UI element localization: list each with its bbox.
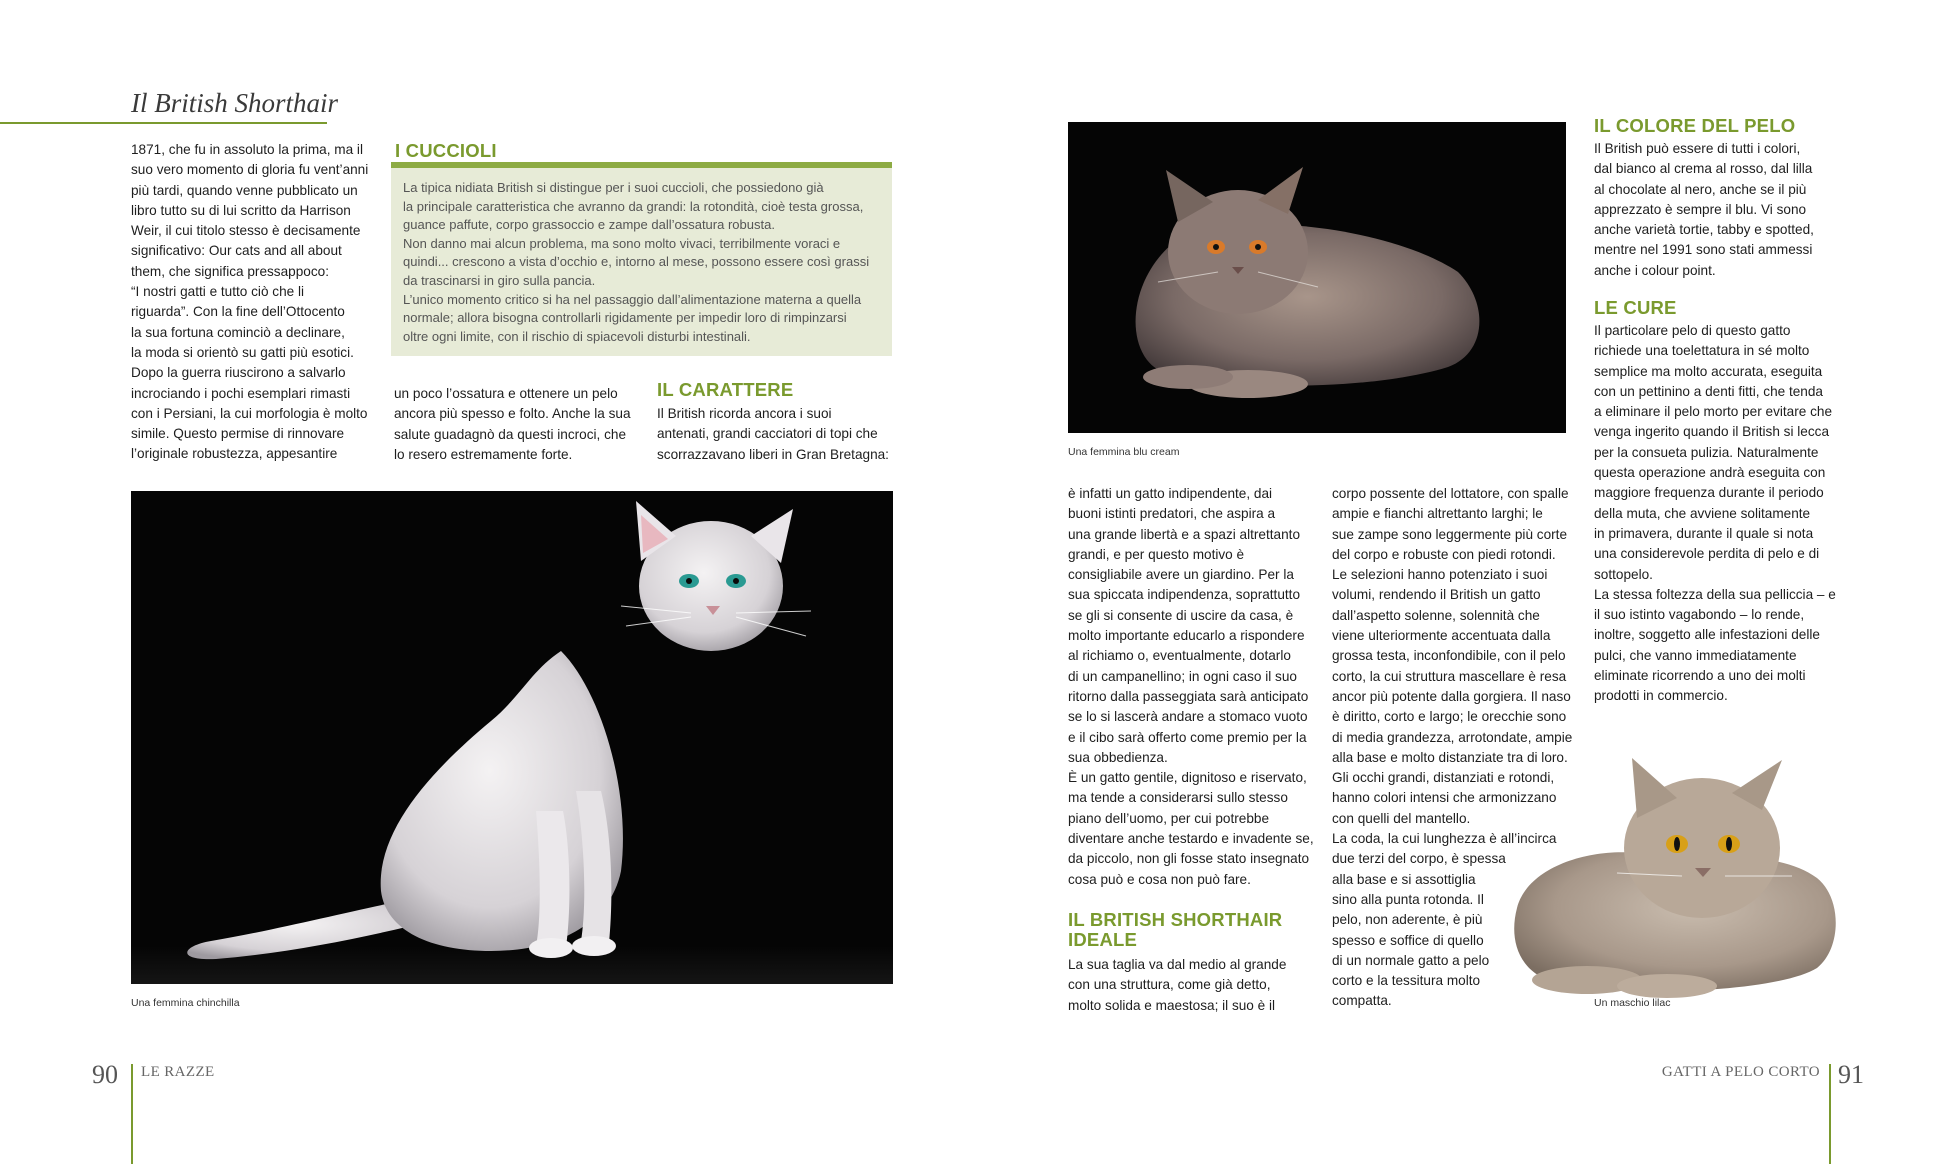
- box-line: L’unico momento critico si ha nel passaggio dall’alimentazione materna a quella: [403, 291, 862, 307]
- cure-heading: LE CURE: [1594, 297, 1677, 318]
- text-line: se gli si consente di uscire da casa, è: [1068, 607, 1294, 623]
- box-line: guance paffute, corpo grassoccio e zampe dall’ossatura robusta.: [403, 217, 775, 233]
- chinchilla-photo: [131, 491, 893, 984]
- text-line: la moda si orientò su gatti più esotici.: [131, 344, 354, 360]
- text-line: molto solida e maestosa; il suo è il: [1068, 997, 1276, 1013]
- text-line: dal bianco al crema al rosso, dal lilla: [1594, 161, 1813, 177]
- text-line: un poco l’ossatura e ottenere un pelo: [394, 386, 618, 401]
- text-line: suo vero momento di gloria fu vent’anni: [131, 162, 369, 178]
- text-line: dall’aspetto solenne, solennità che: [1332, 607, 1540, 623]
- left-column-1: [131, 140, 376, 465]
- text-line: La coda, la cui lunghezza è all’incirca: [1332, 831, 1557, 847]
- box-line: da trascinarsi in giro sulla pancia.: [403, 272, 596, 288]
- text-line: sue zampe sono leggermente più corte: [1332, 526, 1568, 542]
- text-line: lo resero estremamente forte.: [394, 446, 573, 462]
- text-line: Il British ricorda ancora i suoi: [657, 406, 832, 421]
- text-line: scorrazzavano liberi in Gran Bretagna:: [657, 446, 889, 462]
- text-line: corto e la tessitura molto: [1332, 973, 1481, 989]
- text-line: ma tende a considerarsi sullo stesso: [1068, 790, 1288, 806]
- carattere-text: [657, 404, 907, 465]
- text-line: La stessa foltezza della sua pelliccia – e: [1594, 586, 1836, 602]
- text-line: la sua fortuna cominciò a declinare,: [131, 324, 345, 340]
- title-rule: [0, 122, 327, 124]
- text-line: anche varietà tortie, tabby e spotted,: [1594, 222, 1814, 238]
- text-line: più tardi, quando venne pubblicato un: [131, 182, 358, 198]
- text-line: compatta.: [1332, 993, 1392, 1009]
- text-line: se lo si lascerà andare a stomaco vuoto: [1068, 709, 1308, 725]
- text-line: grandi, e per questo motivo è: [1068, 546, 1245, 562]
- text-line: diventare anche testardo e invadente se,: [1068, 831, 1314, 847]
- right-section-label: GATTI A PELO CORTO: [1661, 1064, 1820, 1080]
- text-line: a eliminare il pelo morto per evitare che: [1594, 404, 1833, 420]
- text-line: apprezzato è sempre il blu. Vi sono: [1594, 201, 1807, 217]
- box-line: quindi... crescono a vista d’occhio e, intorno al mese, possono essere così grassi: [403, 254, 870, 270]
- text-line: sottopelo.: [1594, 566, 1653, 582]
- text-line: prodotti in commercio.: [1594, 688, 1728, 704]
- text-line: alla base e molto distanziate tra di loro.: [1332, 749, 1568, 765]
- running-title: Il British Shorthair: [131, 88, 339, 118]
- text-line: ampie e fianchi altrettanto larghi; le: [1332, 506, 1543, 522]
- colore-text: [1594, 139, 1844, 281]
- right-page-number: 91: [1838, 1060, 1864, 1089]
- text-line: riguarda”. Con la fine dell’Ottocento: [131, 304, 345, 320]
- blue-cream-caption: Una femmina blu cream: [1068, 446, 1180, 458]
- text-line: hanno colori intensi che armonizzano: [1332, 790, 1557, 806]
- box-line: Non danno mai alcun problema, ma sono molto vivaci, terribilmente voraci e: [403, 235, 841, 251]
- text-line: salute guadagnò da questi incroci, che: [394, 426, 627, 442]
- text-line: grossa testa, inconfondibile, con il pelo: [1332, 648, 1566, 664]
- text-line: l’originale robustezza, appesantire: [131, 446, 338, 462]
- text-line: Le selezioni hanno potenziato i suoi: [1332, 567, 1548, 583]
- ideale-heading-line-2: IDEALE: [1068, 929, 1138, 950]
- text-line: il suo istinto vagabondo – lo rende,: [1594, 607, 1805, 623]
- text-line: è diritto, corto e largo; le orecchie sono: [1332, 709, 1567, 725]
- text-line: spesso e soffice di quello: [1332, 932, 1484, 948]
- text-line: al chocolate al nero, anche se il più: [1594, 181, 1807, 197]
- ideale-text: [1068, 955, 1318, 1016]
- text-line: da piccolo, non gli fosse stato insegnato: [1068, 851, 1310, 867]
- text-line: del corpo e robuste con piedi rotondi.: [1332, 546, 1556, 562]
- text-line: della muta, che avviene solitamente: [1594, 505, 1811, 521]
- cure-text: [1594, 321, 1844, 707]
- text-line: venga ingerito quando il British si lecca: [1594, 424, 1830, 440]
- text-line: Dopo la guerra riuscirono a salvarlo: [131, 365, 346, 381]
- text-line: 1871, che fu in assoluto la prima, ma il: [131, 142, 363, 157]
- text-line: “I nostri gatti e tutto ciò che li: [131, 284, 305, 300]
- text-line: incrociando i pochi esemplari rimasti: [131, 385, 351, 401]
- text-line: inoltre, soggetto alle infestazioni delle: [1594, 627, 1820, 643]
- text-line: ancora più spesso e folto. Anche la sua: [394, 406, 631, 422]
- text-line: di media grandezza, arrotondate, ampie: [1332, 729, 1573, 745]
- text-line: ritorno dalla passeggiata sarà anticipato: [1068, 688, 1309, 704]
- left-column-2: [394, 384, 644, 465]
- text-line: buoni istinti predatori, che aspira a: [1068, 506, 1276, 522]
- box-line: normale; allora bisogna controllarli rigidamente per impedir loro di rimpinzarsi: [403, 310, 847, 326]
- right-column-1: [1068, 484, 1318, 890]
- left-footer-rule: [131, 1064, 133, 1164]
- text-line: libro tutto su di lui scritto da Harrison: [131, 202, 351, 218]
- text-line: due terzi del corpo, è spessa: [1332, 851, 1506, 867]
- text-line: them, che significa pressappoco:: [131, 263, 329, 279]
- text-line: corpo possente del lottatore, con spalle: [1332, 486, 1569, 501]
- text-line: al richiamo o, eventualmente, dotarlo: [1068, 648, 1291, 664]
- text-line: volumi, rendendo il British un gatto: [1332, 587, 1541, 603]
- text-line: eliminate ricorrendo a uno dei molti: [1594, 668, 1806, 684]
- text-line: è infatti un gatto indipendente, dai: [1068, 486, 1273, 501]
- text-line: significativo: Our cats and all about: [131, 243, 342, 259]
- text-line: sino alla punta rotonda. Il: [1332, 891, 1484, 907]
- text-line: Il British può essere di tutti i colori,: [1594, 141, 1801, 156]
- text-line: sua obbedienza.: [1068, 749, 1168, 765]
- text-line: per la consueta pulizia. Naturalmente: [1594, 444, 1819, 460]
- text-line: ancor più potente dalla gorgiera. Il naso: [1332, 688, 1571, 704]
- left-section-label: LE RAZZE: [141, 1064, 215, 1080]
- text-line: richiede una toelettatura in sé molto: [1594, 343, 1810, 359]
- text-line: Weir, il cui titolo stesso è decisamente: [131, 223, 361, 239]
- text-line: simile. Questo permise di rinnovare: [131, 426, 345, 442]
- text-line: Gli occhi grandi, distanziati e rotondi,: [1332, 770, 1555, 786]
- right-footer-rule: [1829, 1064, 1831, 1164]
- text-line: con quelli del mantello.: [1332, 810, 1471, 826]
- text-line: sua spiccata indipendenza, soprattutto: [1068, 587, 1301, 603]
- text-line: La sua taglia va dal medio al grande: [1068, 957, 1287, 972]
- text-line: semplice ma molto accurata, eseguita: [1594, 363, 1823, 379]
- text-line: con un pettinino a denti fitti, che tenda: [1594, 383, 1823, 399]
- text-line: una grande libertà e a spazi altrettanto: [1068, 526, 1301, 542]
- box-line: La tipica nidiata British si distingue per i suoi cuccioli, che possiedono già: [403, 180, 824, 195]
- carattere-heading: IL CARATTERE: [657, 379, 794, 400]
- blue-cream-photo: [1068, 122, 1566, 433]
- ideale-heading-line-1: IL BRITISH SHORTHAIR: [1068, 909, 1283, 930]
- text-line: anche i colour point.: [1594, 262, 1716, 278]
- colore-heading: IL COLORE DEL PELO: [1594, 115, 1796, 136]
- text-line: Il particolare pelo di questo gatto: [1594, 323, 1791, 338]
- text-line: alla base e si assottiglia: [1332, 871, 1476, 887]
- text-line: corto, la cui struttura mascellare è resa: [1332, 668, 1567, 684]
- text-line: in primavera, durante il quale si nota: [1594, 525, 1814, 541]
- text-line: di un campanellino; in ogni caso il suo: [1068, 668, 1297, 684]
- left-page-number: 90: [92, 1060, 118, 1089]
- cuccioli-heading: I CUCCIOLI: [395, 140, 497, 161]
- text-line: pulci, che vanno immediatamente: [1594, 647, 1797, 663]
- text-line: con una struttura, come già detto,: [1068, 977, 1271, 993]
- text-line: di un normale gatto a pelo: [1332, 952, 1490, 968]
- text-line: È un gatto gentile, dignitoso e riservato,: [1068, 770, 1307, 786]
- text-line: molto importante educarlo a rispondere: [1068, 628, 1305, 644]
- text-line: cosa può e cosa non può fare.: [1068, 871, 1251, 887]
- text-line: mentre nel 1991 sono stati ammessi: [1594, 242, 1813, 258]
- box-line: la principale caratteristica che avranno da grandi: la rotondità, cioè testa grossa,: [403, 198, 864, 214]
- lilac-caption: Un maschio lilac: [1594, 997, 1671, 1009]
- text-line: viene ulteriormente accentuata dalla: [1332, 628, 1551, 644]
- chinchilla-caption: Una femmina chinchilla: [131, 997, 240, 1009]
- box-line: oltre ogni limite, con il rischio di spiacevoli disturbi intestinali.: [403, 328, 751, 344]
- text-line: consigliabile avere un giardino. Per la: [1068, 567, 1294, 583]
- text-line: pelo, non aderente, è più: [1332, 912, 1483, 928]
- text-line: piano dell’uomo, per cui potrebbe: [1068, 810, 1270, 826]
- text-line: e il cibo sarà offerto come premio per la: [1068, 729, 1307, 745]
- text-line: una considerevole perdita di pelo e di: [1594, 546, 1820, 562]
- text-line: maggiore frequenza durante il periodo: [1594, 485, 1824, 501]
- lilac-photo: [1497, 748, 1842, 1003]
- ideale-heading: [1068, 910, 1282, 950]
- text-line: con i Persiani, la cui morfologia è molto: [131, 405, 368, 421]
- text-line: questa operazione andrà eseguita con: [1594, 465, 1826, 481]
- cuccioli-box: [391, 162, 892, 356]
- text-line: antenati, grandi cacciatori di topi che: [657, 426, 878, 442]
